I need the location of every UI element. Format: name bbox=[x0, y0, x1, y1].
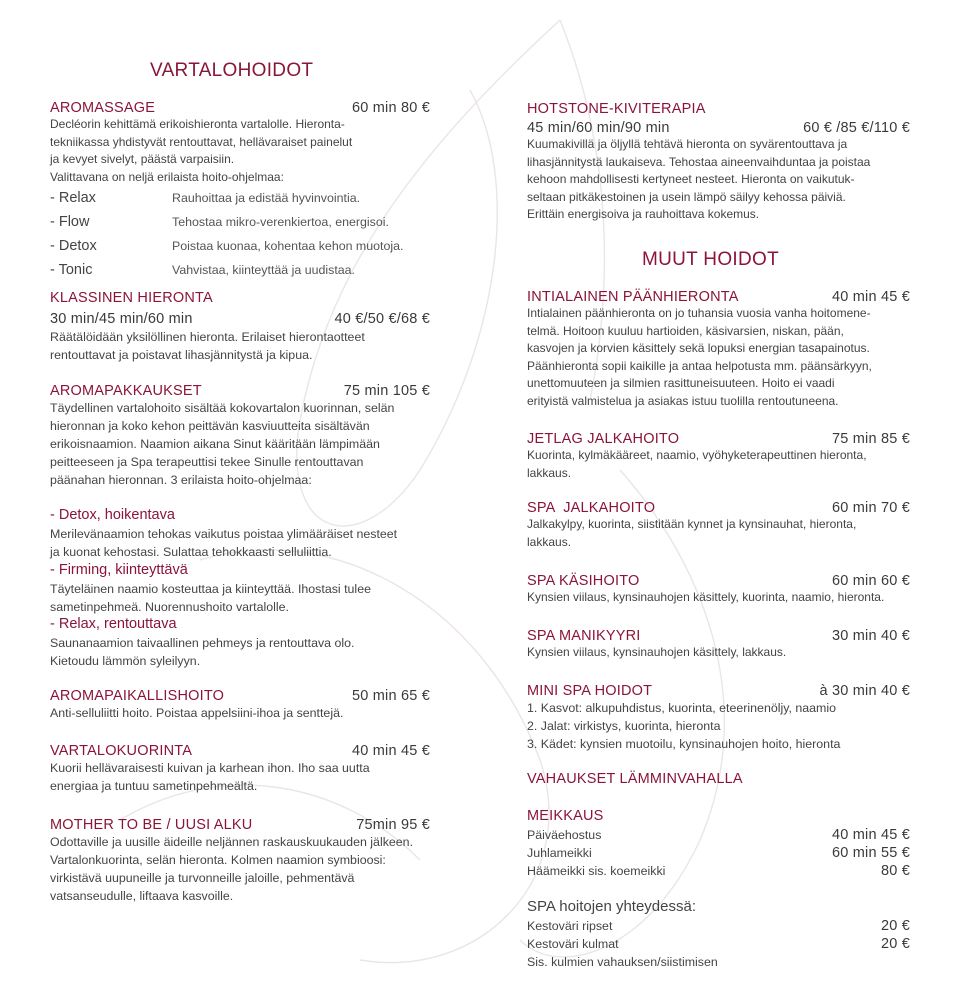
text-line: peitteeseen ja Spa terapeuttisi tekee Sinulle rentouttavan bbox=[50, 455, 364, 469]
firming-section bbox=[50, 561, 430, 616]
klassinen-price: 40 €/50 €/68 € bbox=[334, 311, 430, 327]
muut-hoidot-title: MUUT HOIDOT bbox=[642, 249, 779, 270]
text-line: kehoon mahdollisesti kertyneet nesteet. Hieronta on vaikutuk- bbox=[527, 172, 855, 186]
text-line: Intialainen päänhieronta on jo tuhansia vuosia vanha hoitomene- bbox=[527, 306, 871, 320]
mini-spa-name: MINI SPA HOIDOT bbox=[527, 683, 653, 699]
text-line: erikoisnaamion. Naamion aikana Sinut kääritään lämpimään bbox=[50, 437, 380, 451]
price-row: Sis. kulmien vahauksen/siistimisen bbox=[527, 955, 718, 969]
spa-kasihoito-name: SPA KÄSIHOITO bbox=[527, 573, 640, 589]
spa-kasihoito-section bbox=[527, 573, 910, 607]
text-line: Decléorin kehittämä erikoishieronta vartalolle. Hieronta- bbox=[50, 117, 345, 131]
text-line: lakkaus. bbox=[527, 465, 572, 480]
intialainen-name: INTIALAINEN PÄÄNHIERONTA bbox=[527, 289, 739, 305]
text-line: vatsanseudulle, liftaava kasvoille. bbox=[50, 889, 234, 903]
text-line: Saunanaamion taivaallinen pehmeys ja rentouttava olo. bbox=[50, 636, 355, 650]
hotstone-times: 45 min/60 min/90 min bbox=[527, 120, 670, 136]
price-row: Juhlameikki 60 min 55 € bbox=[527, 845, 910, 861]
jetlag-name: JETLAG JALKAHOITO bbox=[527, 431, 680, 447]
option-relax: - Relax Rauhoittaa ja edistää hyvinvointia. bbox=[50, 190, 361, 206]
mother-to-be-section bbox=[50, 817, 430, 905]
aromassage-name: AROMASSAGE bbox=[50, 100, 156, 116]
text-line: Kynsien viilaus, kynsinauhojen käsittely, kuorinta, naamio, hieronta. bbox=[527, 590, 885, 604]
text-line: Kuumakivillä ja öljyllä tehtävä hieronta on syvärentouttava ja bbox=[527, 137, 848, 151]
spa-yhteydessa-title: SPA hoitojen yhteydessä: bbox=[527, 898, 696, 915]
aromassage-price: 60 min 80 € bbox=[352, 100, 430, 116]
spa-manikyyri-name: SPA MANIKYYRI bbox=[527, 628, 641, 644]
text-line: Kynsien viilaus, kynsinauhojen käsittely, lakkaus. bbox=[527, 645, 787, 659]
text-line: Anti-selluliitti hoito. Poistaa appelsiini-ihoa ja senttejä. bbox=[50, 706, 344, 720]
aromapaikallishoito-name: AROMAPAIKALLISHOITO bbox=[50, 688, 225, 704]
mother-to-be-name: MOTHER TO BE / UUSI ALKU bbox=[50, 817, 253, 833]
text-line: Räätälöidään yksilöllinen hieronta. Erilaiset hierontaotteet bbox=[50, 330, 365, 344]
price-row: Kestoväri ripset 20 € bbox=[527, 918, 910, 934]
aromapakkaukset-price: 75 min 105 € bbox=[343, 383, 430, 399]
firming-name: - Firming, kiinteyttävä bbox=[50, 562, 188, 578]
klassinen-name: KLASSINEN HIERONTA bbox=[50, 290, 213, 306]
vartalokuorinta-price: 40 min 45 € bbox=[352, 743, 430, 759]
text-line: lakkaus. bbox=[527, 534, 572, 549]
hotstone-name: HOTSTONE-KIVITERAPIA bbox=[527, 101, 706, 117]
spa-kasihoito-price: 60 min 60 € bbox=[832, 573, 910, 589]
klassinen-section bbox=[50, 290, 430, 364]
text-line: unettomuuteen ja silmien rasittuneisuuteen. Hoito ei vaadi bbox=[527, 376, 835, 390]
vartalohoidot-title: VARTALOHOIDOT bbox=[150, 60, 314, 81]
hotstone-section bbox=[527, 101, 910, 224]
text-line: Kuorinta, kylmäkääreet, naamio, vyöhyketerapeuttinen hieronta, bbox=[527, 448, 867, 462]
text-line: virkistävä uupuneille ja turvonneille jaloille, pehmentävä bbox=[50, 871, 355, 885]
text-line: rentouttavat ja poistavat lihasjännitystä ja kipua. bbox=[50, 348, 313, 362]
text-line: energiaa ja tuntuu sametinpehmeältä. bbox=[50, 779, 258, 793]
text-line: Valittavana on neljä erilaista hoito-ohjelmaa: bbox=[50, 169, 284, 184]
jetlag-price: 75 min 85 € bbox=[832, 431, 910, 447]
mini-spa-price: à 30 min 40 € bbox=[819, 683, 910, 699]
text-line: telmä. Hoitoon kuuluu hartioiden, käsivarsien, niskan, pään, bbox=[527, 323, 844, 338]
text-line: Vartalonkuorinta, selän hieronta. Kolmen naamion symbioosi: bbox=[50, 853, 386, 867]
intialainen-section bbox=[527, 289, 910, 410]
text-line: Merilevänaamion tehokas vaikutus poistaa ylimääräiset nesteet bbox=[50, 527, 398, 541]
spa-manikyyri-price: 30 min 40 € bbox=[832, 628, 910, 644]
relax-section bbox=[50, 615, 430, 670]
jetlag-section bbox=[527, 431, 910, 482]
spa-yhteydessa-section bbox=[527, 898, 910, 971]
vartalokuorinta-section bbox=[50, 743, 430, 795]
price-row: Häämeikki sis. koemeikki 80 € bbox=[527, 863, 910, 879]
vahaukset-title: VAHAUKSET LÄMMINVAHALLA bbox=[527, 771, 743, 787]
mother-to-be-price: 75min 95 € bbox=[356, 817, 430, 833]
meikkaus-name: MEIKKAUS bbox=[527, 808, 604, 824]
spa-jalkahoito-price: 60 min 70 € bbox=[832, 500, 910, 516]
spa-jalkahoito-section bbox=[527, 500, 910, 551]
text-line: lihasjännitystä laukaiseva. Tehostaa aineenvaihduntaa ja poistaa bbox=[527, 154, 871, 169]
intialainen-price: 40 min 45 € bbox=[832, 289, 910, 305]
text-line: päänahan hieronnan. 3 erilaista hoito-ohjelmaa: bbox=[50, 473, 312, 487]
vartalokuorinta-name: VARTALOKUORINTA bbox=[50, 743, 193, 759]
text-line: Odottaville ja uusille äideille neljännen raskauskuukauden jälkeen. bbox=[50, 835, 414, 849]
aromapaikallishoito-price: 50 min 65 € bbox=[352, 688, 430, 704]
option-detox: - Detox Poistaa kuonaa, kohentaa kehon muotoja. bbox=[50, 238, 404, 254]
option-tonic: - Tonic Vahvistaa, kiinteyttää ja uudistaa. bbox=[50, 262, 355, 278]
text-line: Kuorii hellävaraisesti kuivan ja karhean ihon. Iho saa uutta bbox=[50, 761, 370, 775]
text-line: Jalkakylpy, kuorinta, siistitään kynnet ja kynsinauhat, hieronta, bbox=[527, 517, 857, 531]
klassinen-times: 30 min/45 min/60 min bbox=[50, 311, 193, 327]
spa-jalkahoito-name: SPA JALKAHOITO bbox=[527, 500, 656, 516]
aromapakkaukset-section bbox=[50, 383, 430, 489]
text-line: Kietoudu lämmön syleilyyn. bbox=[50, 654, 201, 668]
text-line: Täydellinen vartalohoito sisältää kokovartalon kuorinnan, selän bbox=[50, 401, 395, 415]
list-item: 1. Kasvot: alkupuhdistus, kuorinta, eteerinenöljy, naamio bbox=[527, 701, 837, 715]
text-line: erityistä valmistelua ja asiakas istuu tuolilla rentoutuneena. bbox=[527, 393, 839, 408]
price-row: Päiväehostus 40 min 45 € bbox=[527, 827, 910, 843]
list-item: 2. Jalat: virkistys, kuorinta, hieronta bbox=[527, 719, 721, 733]
aromassage-section bbox=[50, 100, 430, 282]
text-line: kasvojen ja korvien käsittely sekä lopuksi energian tasapainotus. bbox=[527, 341, 870, 355]
text-line: Päänhieronta sopii kaikille ja antaa helpotusta mm. päänsärkyyn, bbox=[527, 358, 872, 373]
list-item: 3. Kädet: kynsien muotoilu, kynsinauhojen hoito, hieronta bbox=[527, 737, 841, 751]
text-line: seltaan pitkäkestoinen ja usein lämpö säilyy kehossa päiviä. bbox=[527, 189, 846, 204]
price-row: Kestoväri kulmat 20 € bbox=[527, 936, 910, 952]
mini-spa-section bbox=[527, 683, 910, 753]
relax-name: - Relax, rentouttava bbox=[50, 616, 177, 632]
text-line: hieronnan ja koko kehon peittävän kasviuutteita sisältävän bbox=[50, 419, 370, 433]
detox-name: - Detox, hoikentava bbox=[50, 507, 175, 523]
text-line: sametinpehmeä. Nuorennushoito vartalolle. bbox=[50, 600, 290, 614]
hotstone-price: 60 € /85 €/110 € bbox=[803, 120, 910, 136]
text-line: ja kuonat kehostasi. Sulattaa tehokkaasti selluliittia. bbox=[50, 545, 332, 559]
aromapaikallishoito-section bbox=[50, 688, 430, 722]
meikkaus-section bbox=[527, 808, 910, 880]
aromapakkaukset-name: AROMAPAKKAUKSET bbox=[50, 383, 202, 399]
detox-section bbox=[50, 506, 430, 561]
text-line: Erittäin energisoiva ja rauhoittava kokemus. bbox=[527, 207, 760, 221]
option-flow: - Flow Tehostaa mikro-verenkiertoa, energisoi. bbox=[50, 214, 389, 230]
spa-manikyyri-section bbox=[527, 628, 910, 662]
text-line: Täyteläinen naamio kosteuttaa ja kiinteyttää. Ihostasi tulee bbox=[50, 582, 371, 596]
text-line: tekniikassa yhdistyvät rentouttavat, hellävaraiset painelut bbox=[50, 134, 353, 149]
text-line: ja kevyet sivelyt, päästä varpaisiin. bbox=[50, 152, 235, 166]
